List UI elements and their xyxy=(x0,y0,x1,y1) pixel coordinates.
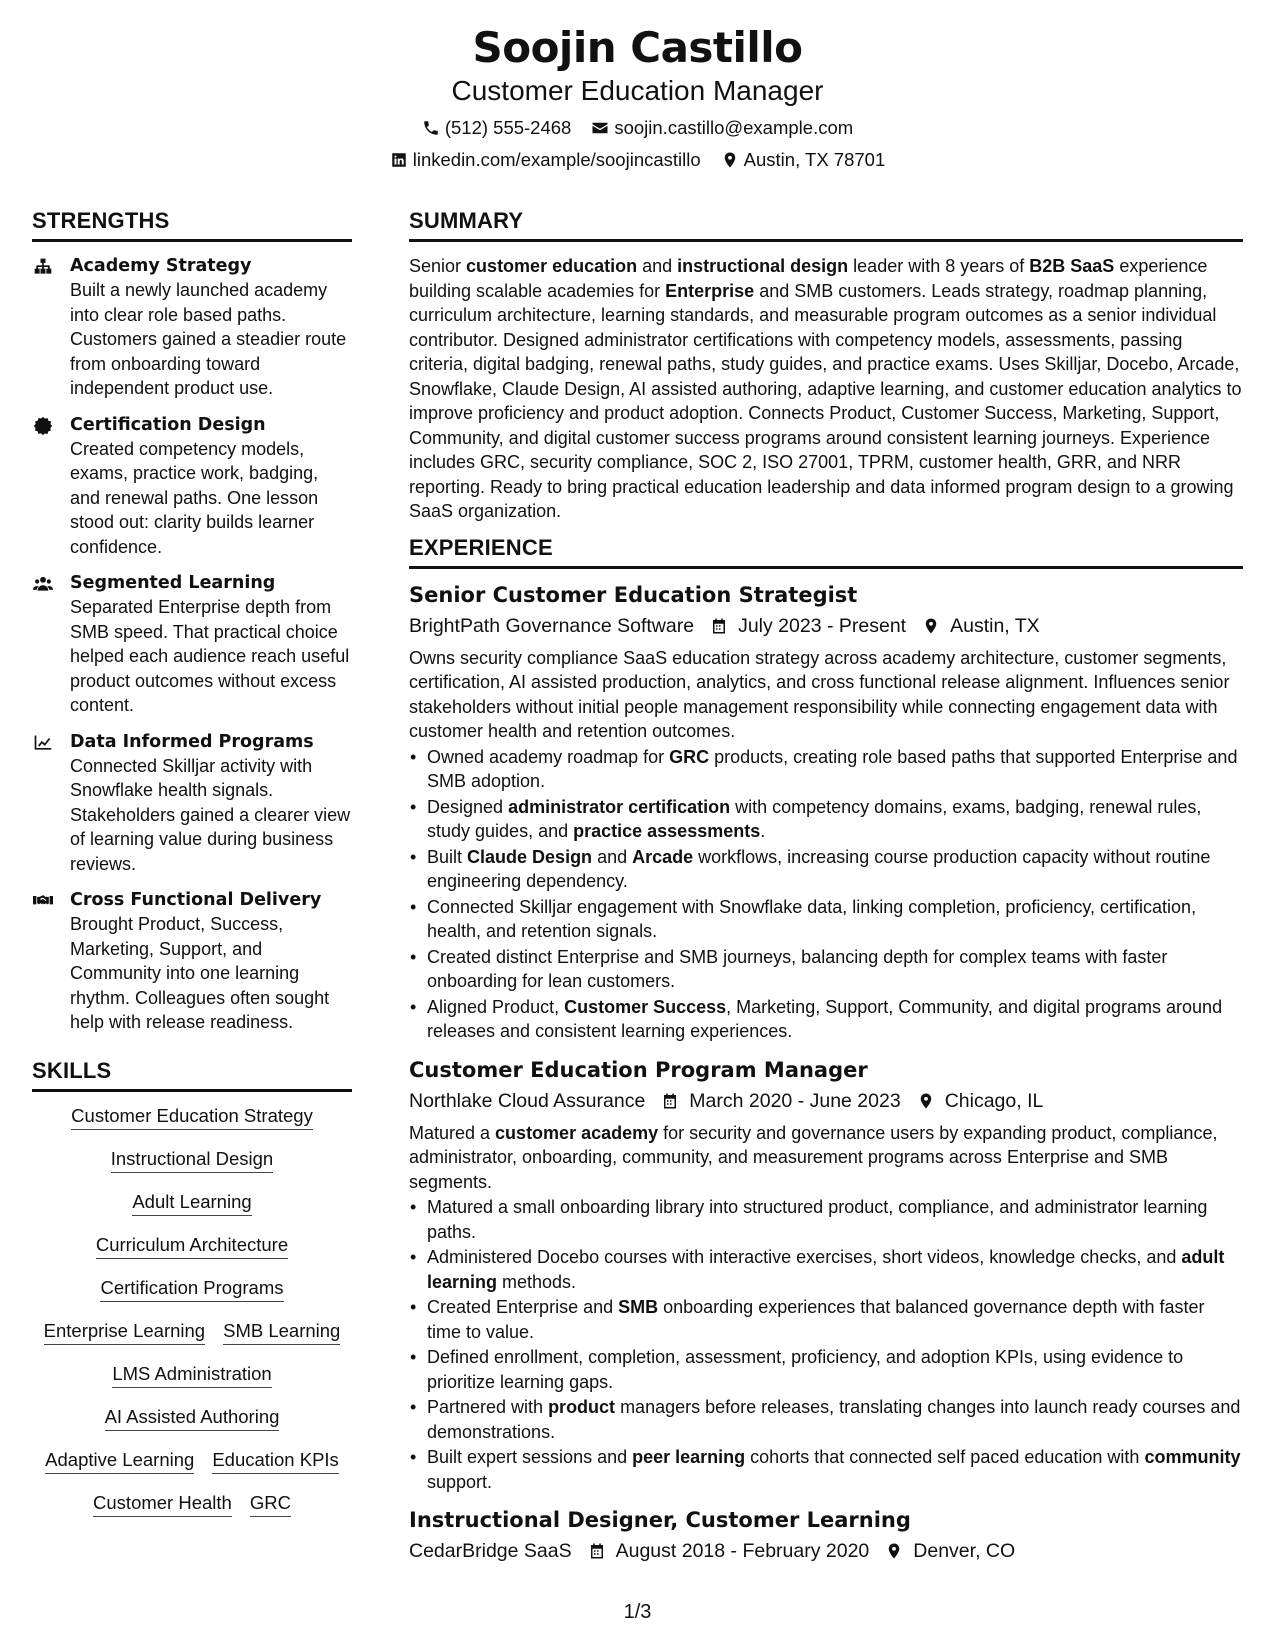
strength-description: Separated Enterprise depth from SMB speed. That practical choice helped each audience reach useful product outcomes without excess content. xyxy=(70,597,350,715)
job-company xyxy=(409,1537,572,1565)
bullet-item xyxy=(409,1295,1243,1344)
company-name: BrightPath Governance Software xyxy=(409,614,695,637)
text-run: and xyxy=(592,846,633,867)
bold-text: practice assessments xyxy=(573,821,761,841)
job-dates xyxy=(661,1087,900,1115)
skill-tag: Certification Programs xyxy=(100,1276,283,1302)
strength-title: Cross Functional Delivery xyxy=(70,890,322,910)
bold-text: product xyxy=(548,1397,616,1417)
skill-row xyxy=(32,1362,352,1388)
text-run: Owned academy roadmap for xyxy=(427,746,670,767)
skill-tag: Customer Health xyxy=(93,1491,232,1517)
strength-item xyxy=(32,730,352,877)
phone-icon xyxy=(422,119,440,137)
strength-item xyxy=(32,254,352,401)
skill-tag: Adult Learning xyxy=(132,1190,251,1216)
strength-body xyxy=(70,254,352,401)
right-column xyxy=(409,207,1243,1577)
job-location xyxy=(917,1087,1044,1115)
skill-tag: LMS Administration xyxy=(112,1362,271,1388)
phone-contact[interactable] xyxy=(422,116,572,140)
skill-tag: GRC xyxy=(250,1491,291,1517)
job-entry xyxy=(409,1506,1243,1565)
strength-title: Data Informed Programs xyxy=(70,731,314,752)
strengths-heading: STRENGTHS xyxy=(32,207,352,242)
text-run: leader with 8 years of xyxy=(848,256,1030,276)
text-run: onboarding experiences that balanced governance depth with faster time to value. xyxy=(427,1297,1205,1342)
summary-text xyxy=(409,254,1243,524)
linkedin-contact[interactable] xyxy=(390,148,701,172)
text-run: experience building scalable academies for xyxy=(409,256,1208,301)
text-run: Owns security compliance SaaS education strategy across academy architecture, customer segments, certification, AI assisted production, analytics, and cross functional release alignment. Influences senior stakeholders without initial people management responsibility while connecting engagement data with customer health and retention outcomes. xyxy=(409,647,1230,741)
bullet-item xyxy=(409,895,1243,944)
map-pin-icon xyxy=(922,616,940,636)
skill-tag: Enterprise Learning xyxy=(44,1319,205,1345)
job-description xyxy=(409,646,1243,744)
location-text: Denver, CO xyxy=(913,1540,1016,1562)
email-contact[interactable] xyxy=(591,116,853,140)
skill-tag: Customer Education Strategy xyxy=(71,1104,313,1130)
skill-row xyxy=(32,1405,352,1431)
map-pin-icon xyxy=(917,1091,935,1111)
text-run: Partnered with xyxy=(427,1397,549,1417)
experience-list xyxy=(409,581,1243,1566)
linkedin-icon xyxy=(390,151,408,169)
skill-row xyxy=(32,1491,352,1517)
job-dates xyxy=(588,1537,870,1565)
job-company xyxy=(409,612,694,640)
bullet-item xyxy=(409,845,1243,894)
contact-line-2 xyxy=(0,148,1275,172)
strength-item xyxy=(32,413,352,560)
text-run: cohorts that connected self paced education with xyxy=(745,1447,1145,1467)
text-run: Created distinct Enterprise and SMB journeys, balancing depth for complex teams with faster onboarding for lean customers. xyxy=(427,946,1168,991)
text-run: Matured a small onboarding library into structured product, compliance, and administrator learning paths. xyxy=(427,1197,1208,1242)
strength-description: Connected Skilljar activity with Snowflake health signals. Stakeholders gained a clearer view of learning value during business reviews. xyxy=(70,755,351,874)
job-location xyxy=(922,612,1040,640)
bold-text: B2B SaaS xyxy=(1029,256,1115,276)
text-run: support. xyxy=(427,1471,493,1492)
bold-text: community xyxy=(1144,1447,1241,1467)
text-run: with competency domains, exams, badging, renewal rules, study guides, and xyxy=(427,796,1202,841)
text-run: and xyxy=(637,256,678,276)
contact-line-1 xyxy=(0,116,1275,140)
location-text: Austin, TX xyxy=(950,614,1040,637)
bold-text: GRC xyxy=(669,746,710,767)
strength-body xyxy=(70,571,352,718)
sitemap-icon xyxy=(32,254,70,401)
skill-tag: AI Assisted Authoring xyxy=(105,1405,280,1431)
skill-tag: Instructional Design xyxy=(111,1147,273,1173)
experience-heading: EXPERIENCE xyxy=(409,534,1243,569)
job-location xyxy=(885,1537,1015,1565)
envelope-icon xyxy=(591,119,609,137)
badge-certificate-icon xyxy=(32,413,70,560)
phone-text: (512) 555-2468 xyxy=(444,117,572,138)
bullet-item xyxy=(409,945,1243,994)
location-text: Austin, TX 78701 xyxy=(743,149,886,170)
bullet-item xyxy=(409,745,1243,794)
strength-body xyxy=(70,888,352,1035)
text-run: workflows, increasing course production capacity without routine engineering dependency. xyxy=(427,846,1211,891)
handshake-icon xyxy=(32,888,70,1035)
bold-text: Arcade xyxy=(632,846,694,867)
map-pin-icon xyxy=(721,151,739,169)
job-meta xyxy=(409,1537,1243,1565)
job-bullets xyxy=(409,745,1243,1044)
strength-item xyxy=(32,571,352,718)
skills-list xyxy=(32,1104,352,1517)
strength-title: Segmented Learning xyxy=(70,573,276,593)
strengths-list xyxy=(32,254,352,1035)
text-run: Defined enrollment, completion, assessment, proficiency, and adoption KPIs, using evidence to prioritize learning gaps. xyxy=(427,1347,1184,1392)
job-meta xyxy=(409,612,1243,640)
bold-text: customer academy xyxy=(495,1122,659,1143)
text-run: , Marketing, Support, Community, and digital programs around releases and consistent learning experiences. xyxy=(427,996,1223,1041)
job-meta xyxy=(409,1087,1243,1115)
job-dates xyxy=(710,612,906,640)
bold-text: Enterprise xyxy=(665,280,755,301)
text-run: Created Enterprise and xyxy=(427,1297,619,1317)
bold-text: Claude Design xyxy=(467,846,593,867)
bullet-item xyxy=(409,1345,1243,1394)
job-entry xyxy=(409,581,1243,1044)
users-icon xyxy=(32,571,70,718)
date-range: July 2023 - Present xyxy=(738,614,907,637)
skill-row xyxy=(32,1276,352,1302)
job-title: Instructional Designer, Customer Learning xyxy=(409,1508,911,1532)
job-description xyxy=(409,1121,1243,1195)
left-column xyxy=(32,207,352,1534)
company-name: Northlake Cloud Assurance xyxy=(409,1089,646,1112)
text-run: Aligned Product, xyxy=(427,996,565,1017)
summary-heading: SUMMARY xyxy=(409,207,1243,242)
text-run: Designed xyxy=(427,796,509,817)
job-entry xyxy=(409,1056,1243,1495)
strength-description: Brought Product, Success, Marketing, Support, and Community into one learning rhythm. Colleagues often sought help with release readiness. xyxy=(70,914,330,1032)
job-title: Customer Education Program Manager xyxy=(409,1057,868,1082)
chart-line-icon xyxy=(32,730,70,877)
bold-text: peer learning xyxy=(632,1447,746,1467)
candidate-role: Customer Education Manager xyxy=(451,75,824,106)
job-company xyxy=(409,1087,645,1115)
text-run: Built xyxy=(427,846,468,867)
skill-row xyxy=(32,1104,352,1130)
strength-title: Academy Strategy xyxy=(70,256,252,276)
map-pin-icon xyxy=(885,1541,903,1561)
bullet-item xyxy=(409,1395,1243,1444)
skills-heading: SKILLS xyxy=(32,1057,352,1092)
bullet-item xyxy=(409,795,1243,844)
text-run: Matured a xyxy=(409,1122,496,1143)
location-text: Chicago, IL xyxy=(944,1089,1044,1112)
resume-header xyxy=(0,22,1275,172)
text-run: Built expert sessions and xyxy=(427,1447,633,1467)
strength-body xyxy=(70,413,352,560)
page-number: 1/3 xyxy=(623,1601,652,1623)
skill-row xyxy=(32,1319,352,1345)
skill-row xyxy=(32,1233,352,1259)
text-run: managers before releases, translating changes into launch ready courses and demonstrations. xyxy=(427,1397,1241,1442)
strength-description: Created competency models, exams, practice work, badging, and renewal paths. One lesson stood out: clarity builds learner confidence. xyxy=(70,438,319,557)
bullet-item xyxy=(409,1245,1243,1294)
bold-text: Customer Success xyxy=(564,996,727,1017)
calendar-icon xyxy=(588,1541,606,1561)
bold-text: adult learning xyxy=(427,1247,1225,1292)
skill-tag: Education KPIs xyxy=(212,1448,339,1474)
skill-tag: Adaptive Learning xyxy=(45,1448,194,1474)
text-run: products, creating role based paths that supported Enterprise and SMB adoption. xyxy=(427,746,1238,791)
skill-row xyxy=(32,1190,352,1216)
bullet-item xyxy=(409,1445,1243,1494)
date-range: March 2020 - June 2023 xyxy=(689,1089,901,1112)
text-run: for security and governance users by expanding product, compliance, administrator, onboarding, community, and measurement programs across Enterprise and SMB segments. xyxy=(409,1122,1218,1192)
bold-text: customer education xyxy=(466,256,638,276)
bold-text: SMB xyxy=(618,1297,659,1317)
strength-item xyxy=(32,888,352,1035)
email-text: soojin.castillo@example.com xyxy=(614,117,854,138)
skill-row xyxy=(32,1448,352,1474)
text-run: Senior xyxy=(409,256,467,276)
strength-title: Certification Design xyxy=(70,414,266,435)
company-name: CedarBridge SaaS xyxy=(409,1540,572,1562)
candidate-name: Soojin Castillo xyxy=(472,23,803,72)
location-contact xyxy=(721,148,886,172)
job-title: Senior Customer Education Strategist xyxy=(409,582,858,607)
text-run: Administered Docebo courses with interactive exercises, short videos, knowledge checks, and xyxy=(427,1247,1182,1267)
text-run: . xyxy=(760,821,766,841)
strength-body xyxy=(70,730,352,877)
text-run: and SMB customers. Leads strategy, roadmap planning, curriculum architecture, learning standards, and measurable program outcomes as a senior individual contributor. Designed administrator certifications with competency models, assessments, passing criteria, digital badging, renewal paths, study guides, and practice exams. Uses Skilljar, Docebo, Arcade, Snowflake, Claude Design, AI assisted authoring, adaptive learning, and customer education analytics to improve proficiency and product adoption. Connects Product, Customer Success, Marketing, Support, Community, and digital customer success programs around consistent learning journeys. Experience includes GRC, security compliance, SOC 2, ISO 27001, TPRM, customer health, GRR, and NRR reporting. Ready to bring practical education leadership and data informed program design to a growing SaaS organization. xyxy=(409,280,1242,521)
skill-tag: Curriculum Architecture xyxy=(96,1233,288,1259)
skill-tag: SMB Learning xyxy=(223,1319,340,1345)
bold-text: administrator certification xyxy=(508,796,731,817)
bullet-item xyxy=(409,1195,1243,1244)
job-bullets xyxy=(409,1195,1243,1494)
calendar-icon xyxy=(661,1091,679,1111)
text-run: methods. xyxy=(497,1271,577,1292)
linkedin-text: linkedin.com/example/soojincastillo xyxy=(412,149,701,170)
strength-description: Built a newly launched academy into clear role based paths. Customers gained a steadier route from onboarding toward independent product use. xyxy=(70,280,347,398)
calendar-icon xyxy=(710,616,728,636)
bullet-item xyxy=(409,995,1243,1044)
text-run: Connected Skilljar engagement with Snowflake data, linking completion, proficiency, certification, health, and retention signals. xyxy=(427,896,1197,941)
bold-text: instructional design xyxy=(677,256,849,276)
date-range: August 2018 - February 2020 xyxy=(615,1540,870,1562)
skill-row xyxy=(32,1147,352,1173)
